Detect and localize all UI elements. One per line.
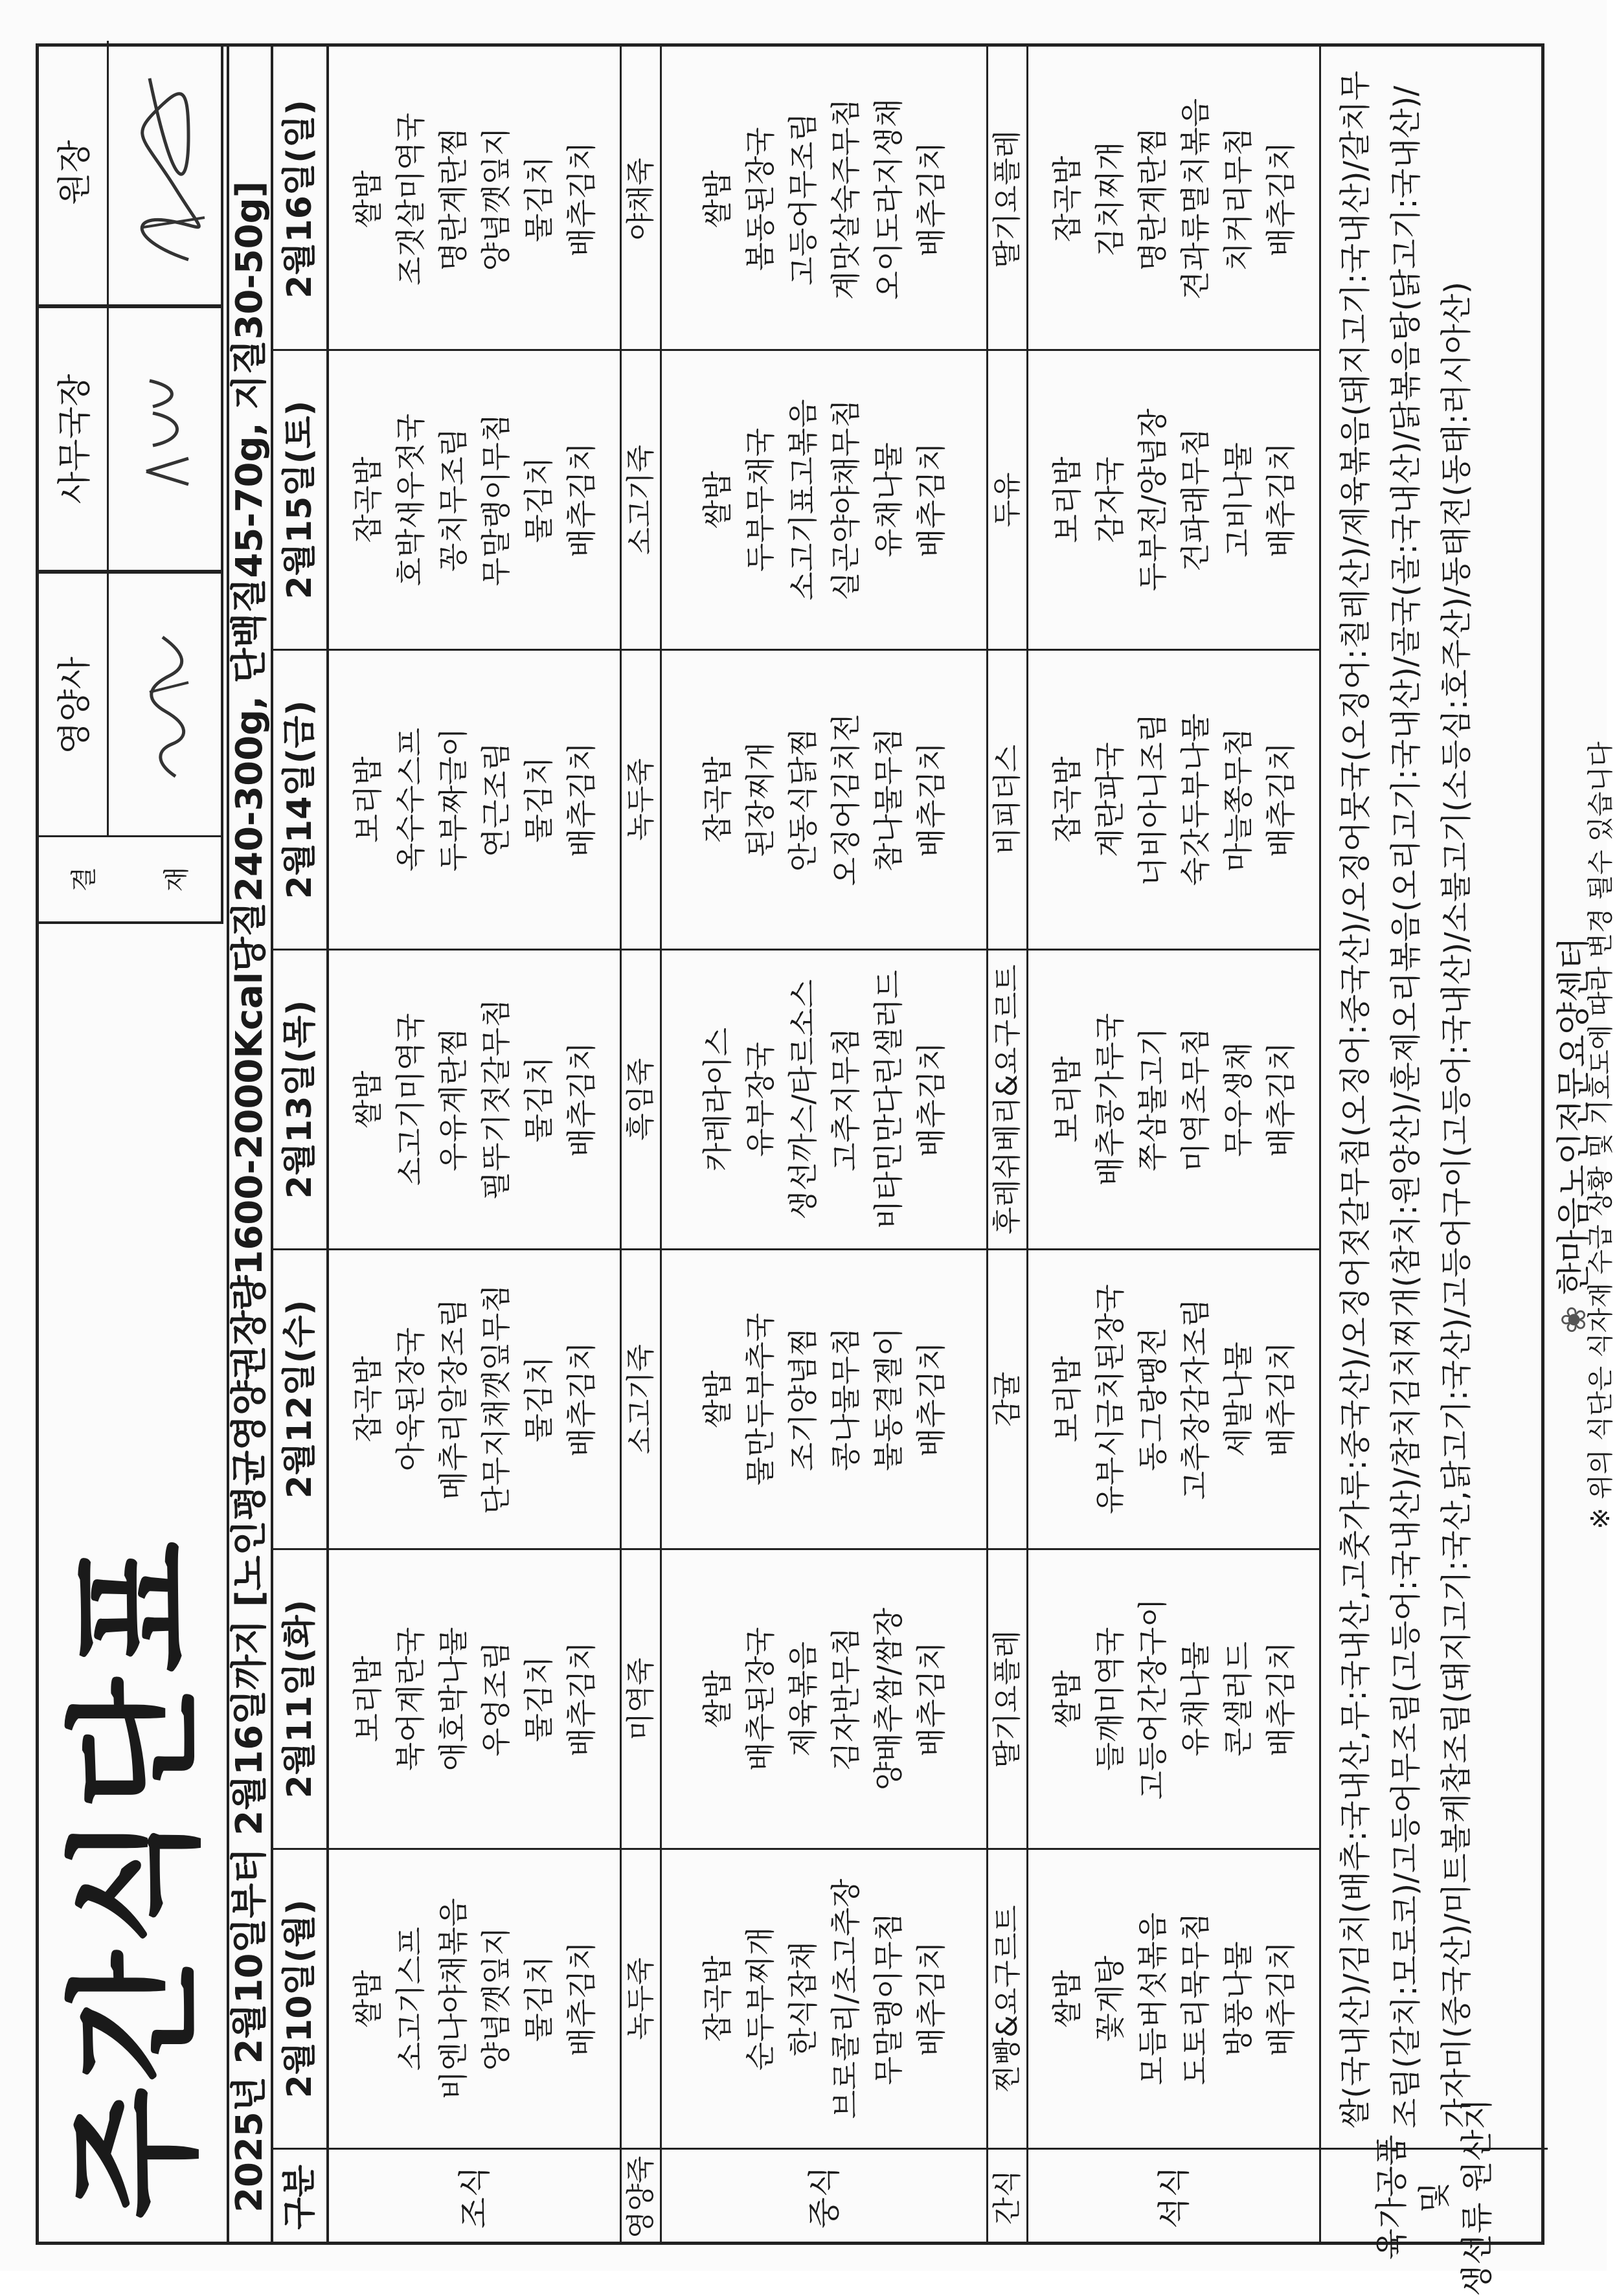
menu-item: 견과류멸치볶음 <box>1177 98 1213 300</box>
menu-item: 오징어김치전 <box>828 713 863 886</box>
menu-item: 두부짜글이 <box>435 727 471 872</box>
menu-item: 카레라이스 <box>699 1027 735 1172</box>
menu-item: 조갯살미역국 <box>392 113 428 286</box>
menu-item: 물김치 <box>521 1056 556 1143</box>
menu-item: 고추장감자조림 <box>1177 1298 1213 1500</box>
porridge-item: 야채죽 <box>624 157 657 241</box>
menu-item: 잡곡밥 <box>350 1356 385 1443</box>
menu-item: 봄동된장국 <box>742 127 778 271</box>
day-header: 2월15일(토) <box>273 349 326 649</box>
origin-row <box>1321 43 1548 2296</box>
menu-item: 쭈삼불고기 <box>1135 1027 1170 1172</box>
menu-item: 배추김치 <box>1263 1342 1298 1457</box>
menu-item: 건파래무침 <box>1177 427 1213 572</box>
dinner-day-cell <box>1028 349 1319 649</box>
menu-item: 쌀밥 <box>1049 1970 1085 2028</box>
menu-item: 조기양념찜 <box>785 1327 820 1472</box>
menu-item: 고등어무조림 <box>785 113 820 286</box>
menu-item: 물김치 <box>521 155 556 243</box>
menu-item: 단무지채깻잎무침 <box>478 1284 514 1514</box>
menu-item: 아욱된장국 <box>392 1327 428 1472</box>
menu-item: 꽁치무조림 <box>435 427 471 572</box>
day-header: 2월11일(화) <box>273 1548 326 1848</box>
menu-item: 유부시금치된장국 <box>1092 1284 1127 1514</box>
signature-director <box>109 308 223 570</box>
menu-item: 무말랭이무침 <box>870 1912 906 2086</box>
day-header: 2월16일(일) <box>280 100 319 298</box>
approval-role: 사무국장 <box>36 308 109 570</box>
breakfast-day-cell <box>329 1548 620 1848</box>
menu-item: 고추지무침 <box>828 1027 863 1172</box>
meal-label: 석식 <box>1028 2148 1319 2245</box>
menu-item: 배추김치 <box>913 1641 949 1757</box>
menu-item: 명란계란찜 <box>1135 127 1170 271</box>
origin-label-line: 생선류 원산지 <box>1458 2098 1496 2296</box>
snack-item: 비피더스 <box>988 649 1026 949</box>
menu-item: 보리밥 <box>350 756 385 843</box>
menu-item: 숙갓두부나물 <box>1177 713 1213 886</box>
menu-item: 배추김치 <box>1263 1941 1298 2056</box>
origin-label <box>1321 2098 1548 2296</box>
breakfast-day-cell <box>329 349 620 649</box>
menu-item: 우유계란찜 <box>435 1027 471 1172</box>
porridge-item: 흑임죽 <box>622 949 660 1248</box>
signature-dietitian <box>109 574 223 837</box>
snack-item: 딸기요플레 <box>990 130 1024 268</box>
menu-item: 배추김치 <box>1263 141 1298 257</box>
menu-item: 쌀밥 <box>699 1370 735 1428</box>
approval-head <box>36 41 221 306</box>
dinner-day-cell <box>1028 949 1319 1248</box>
menu-item: 배추김치 <box>563 1941 599 2056</box>
dinner-day-cell <box>1028 649 1319 949</box>
menu-item: 불동결젤이 <box>870 1327 906 1472</box>
menu-item: 비엔나야채볶음 <box>435 1898 471 2100</box>
menu-item: 쌀밥 <box>1049 1670 1085 1728</box>
leaf-icon: ❀ <box>1555 1305 1594 1334</box>
menu-item: 세발나물 <box>1220 1342 1256 1457</box>
menu-item: 쌀밥 <box>699 471 735 529</box>
menu-item: 양념깻잎지 <box>478 1926 514 2071</box>
menu-item: 배추김치 <box>913 1941 949 2056</box>
lunch-day-cell <box>662 1548 986 1848</box>
breakfast-day-cell <box>329 649 620 949</box>
menu-item: 물김치 <box>521 756 556 843</box>
porridge-item: 녹두죽 <box>622 649 660 949</box>
menu-item: 배추김치 <box>563 141 599 257</box>
menu-item: 명란계란찜 <box>435 127 471 271</box>
menu-item: 옥수수스프 <box>392 727 428 872</box>
menu-item: 쌀밥 <box>350 170 385 228</box>
menu-item: 유채나물 <box>1177 1641 1213 1757</box>
menu-item: 물만두부추국 <box>742 1312 778 1486</box>
lunch-row <box>662 43 988 2245</box>
approval-role: 원장 <box>36 41 109 304</box>
menu-item: 배추콩가루국 <box>1092 1013 1127 1186</box>
menu-item: 모듬버섯볶음 <box>1135 1912 1170 2086</box>
porridge-item: 녹두죽 <box>622 1848 660 2148</box>
menu-item: 배추김치 <box>913 141 949 257</box>
origin-text: 쌀(국내산)/김치(배추:국내산,무:국내산,고춧가루:중국산)/오징어젓갈무침(오징어:중국산)/오징어뭇국(오징어:칠레산)/제육볶음(돼지고기:국내산)/갈치무조림(갈치:모로코)/고등어무조림(고등어:국내산)/참치김치찌개(참치:원양산)/훈제오리볶음(오리고기:국내산)/골국(골:국내산)/닭볶음탕(닭고기:국내산)/가자미(중국산)/미트볼케찹조림(돼지고기:국산,닭고기:국산)/고등어구이(고등어:국내산)/소불고기(소등심:호주산)/동태전(동태:러시아산) <box>1337 71 1475 2128</box>
approval-dietitian <box>36 572 221 837</box>
porridge-row <box>622 43 662 2245</box>
menu-item: 잡곡밥 <box>1049 756 1085 843</box>
breakfast-row <box>329 43 622 2245</box>
menu-item: 유채나물 <box>870 442 906 557</box>
menu-item: 두부전/양념장 <box>1135 408 1170 592</box>
menu-item: 배추김치 <box>913 1342 949 1457</box>
menu-item: 잡곡밥 <box>699 756 735 843</box>
menu-item: 잡곡밥 <box>350 456 385 543</box>
menu-item: 비타민만다린샐러드 <box>870 970 906 1229</box>
porridge-item: 미역죽 <box>622 1548 660 1848</box>
menu-item: 호박새우젓국 <box>392 413 428 587</box>
menu-item: 한식잡채 <box>785 1941 820 2056</box>
snack-item: 후레쉬베리&요구르트 <box>988 949 1026 1248</box>
approval-box <box>36 43 223 924</box>
porridge-item: 소고기죽 <box>622 349 660 649</box>
menu-item: 들깨미역국 <box>1092 1626 1127 1772</box>
menu-item: 애호박나물 <box>435 1626 471 1772</box>
snack-item: 감귤 <box>988 1248 1026 1548</box>
day-header: 2월14일(금) <box>273 649 326 949</box>
approval-label <box>36 835 221 921</box>
menu-item: 배추김치 <box>563 742 599 857</box>
menu-item: 배추김치 <box>563 442 599 557</box>
menu-item: 감자국 <box>1092 456 1127 543</box>
breakfast-day-cell <box>329 49 620 349</box>
menu-item: 실곤약야채무침 <box>828 399 863 601</box>
day-header: 2월12일(수) <box>273 1248 326 1548</box>
menu-item: 연근조림 <box>478 742 514 857</box>
menu-item: 양배추쌈/쌈장 <box>870 1607 906 1791</box>
approval-role: 영양사 <box>36 574 109 837</box>
snack-row <box>988 43 1028 2245</box>
day-header: 2월13일(목) <box>273 949 326 1248</box>
menu-item: 오이도라지생채 <box>870 98 906 300</box>
porridge-item: 소고기죽 <box>622 1248 660 1548</box>
menu-item: 배추김치 <box>913 442 949 557</box>
lunch-day-cell <box>662 649 986 949</box>
menu-item: 고비나물 <box>1220 442 1256 557</box>
breakfast-day-cell <box>329 1848 620 2148</box>
menu-item: 콩나물무침 <box>828 1327 863 1472</box>
header-label: 구분 <box>273 2148 326 2245</box>
menu-item: 된장찌개 <box>742 742 778 857</box>
period-line: 2025년 2월10일부터 2월16일까지 [노인평균영양권장량1600-2000Kcal당질240-300g, 단백질45-70g, 지질30-50g] <box>227 43 273 2245</box>
meal-label: 조식 <box>329 2148 620 2245</box>
menu-item: 계맛살숙주무침 <box>828 98 863 300</box>
menu-item: 치커리무침 <box>1220 127 1256 271</box>
menu-item: 소고기미역국 <box>392 1013 428 1186</box>
snack-item: 딸기요플레 <box>988 1548 1026 1848</box>
menu-item: 물김치 <box>521 1356 556 1443</box>
menu-item: 꽃게탕 <box>1092 1955 1127 2042</box>
dinner-row <box>1028 43 1321 2245</box>
menu-item: 배추김치 <box>913 1042 949 1157</box>
approval-gyeol: 결 <box>69 866 99 892</box>
menu-item: 생선까스/타르소스 <box>785 979 820 1220</box>
menu-item: 김치찌개 <box>1092 141 1127 257</box>
change-notice: ※ 위의 식단은 식자재 수급 상황 및 기호도에 따라 변경 될수 있습니다 <box>1586 741 1616 1529</box>
menu-item: 보리밥 <box>350 1656 385 1742</box>
menu-item: 보리밥 <box>1049 456 1085 543</box>
menu-item: 참나물무침 <box>870 727 906 872</box>
menu-item: 쌀밥 <box>350 1070 385 1129</box>
menu-item: 잡곡밥 <box>699 1955 735 2042</box>
menu-item: 메추리알장조림 <box>435 1298 471 1500</box>
lunch-day-cell <box>662 1848 986 2148</box>
menu-item: 물김치 <box>521 456 556 543</box>
menu-item: 우엉조림 <box>478 1641 514 1757</box>
menu-item: 고등어간장구이 <box>1135 1598 1170 1800</box>
dinner-day-cell <box>1028 1548 1319 1848</box>
approval-director <box>36 306 221 572</box>
menu-item: 북어계란국 <box>392 1626 428 1772</box>
center-name: 한마음노인전문요양센터 <box>1555 937 1594 1295</box>
origin-label-line: 육가공품 <box>1373 2134 1410 2260</box>
snack-item: 두유 <box>988 349 1026 649</box>
menu-item: 배추김치 <box>1263 742 1298 857</box>
menu-item: 배추김치 <box>1263 1641 1298 1757</box>
menu-item: 너비아니조림 <box>1135 713 1170 886</box>
lunch-day-cell <box>662 1248 986 1548</box>
menu-item: 물김치 <box>521 1656 556 1742</box>
menu-item: 배추된장국 <box>742 1626 778 1772</box>
menu-item: 보리밥 <box>1049 1056 1085 1143</box>
origin-label-line: 및 <box>1416 2181 1453 2213</box>
menu-item: 보리밥 <box>1049 1356 1085 1443</box>
menu-item: 무우생채 <box>1220 1042 1256 1157</box>
page-title: 주간식단표 <box>56 1536 215 2219</box>
menu-item: 소고기스프 <box>392 1926 428 2071</box>
lunch-day-cell <box>662 949 986 1248</box>
dinner-day-cell <box>1028 1848 1319 2148</box>
menu-item: 제육볶음 <box>785 1641 820 1757</box>
menu-item: 안동식닭찜 <box>785 727 820 872</box>
menu-item: 잡곡밥 <box>1049 155 1085 243</box>
menu-item: 방풍나물 <box>1220 1941 1256 2056</box>
day-header: 2월10일(월) <box>273 1848 326 2148</box>
menu-item: 배추김치 <box>1263 442 1298 557</box>
menu-item: 쌀밥 <box>350 1970 385 2028</box>
menu-item: 양념깻잎지 <box>478 127 514 271</box>
menu-item: 소고기표고볶음 <box>785 399 820 601</box>
menu-item: 배추김치 <box>563 1342 599 1457</box>
menu-item: 미역초무침 <box>1177 1027 1213 1172</box>
menu-item: 두부무채국 <box>742 427 778 572</box>
lunch-day-cell <box>662 349 986 649</box>
menu-item: 배추김치 <box>563 1641 599 1757</box>
menu-item: 동그랑땡전 <box>1135 1327 1170 1472</box>
menu-item: 물김치 <box>521 1955 556 2042</box>
breakfast-day-cell <box>329 949 620 1248</box>
menu-item: 브로콜리/초고추장 <box>828 1878 863 2119</box>
menu-item: 배추김치 <box>563 1042 599 1157</box>
snack-item: 찐빵&요구르트 <box>988 1848 1026 2148</box>
menu-table <box>273 43 1548 2296</box>
lunch-day-cell <box>662 49 986 349</box>
meal-label: 중식 <box>662 2148 986 2245</box>
menu-item: 계란파국 <box>1092 742 1127 857</box>
signature-head <box>109 41 223 304</box>
menu-item: 도토리묵무침 <box>1177 1912 1213 2086</box>
menu-item: 순두부찌개 <box>742 1926 778 2071</box>
menu-item: 무말랭이무침 <box>478 413 514 587</box>
meal-label: 영양죽 <box>622 2148 660 2245</box>
menu-item: 배추김치 <box>913 742 949 857</box>
menu-item: 콘샐러드 <box>1220 1641 1256 1757</box>
menu-item: 마늘쫑무침 <box>1220 727 1256 872</box>
menu-item: 김자반무침 <box>828 1626 863 1772</box>
menu-item: 배추김치 <box>1263 1042 1298 1157</box>
menu-item: 쌀밥 <box>699 1670 735 1728</box>
menu-item: 필뚜기젓갈무침 <box>478 998 514 1200</box>
menu-item: 쌀밥 <box>699 170 735 228</box>
approval-je: 재 <box>162 866 192 892</box>
header-row <box>273 43 329 2245</box>
dinner-day-cell <box>1028 1248 1319 1548</box>
menu-item: 유부장국 <box>742 1042 778 1157</box>
meal-label: 간식 <box>988 2148 1026 2245</box>
dinner-day-cell <box>1028 49 1319 349</box>
breakfast-day-cell <box>329 1248 620 1548</box>
